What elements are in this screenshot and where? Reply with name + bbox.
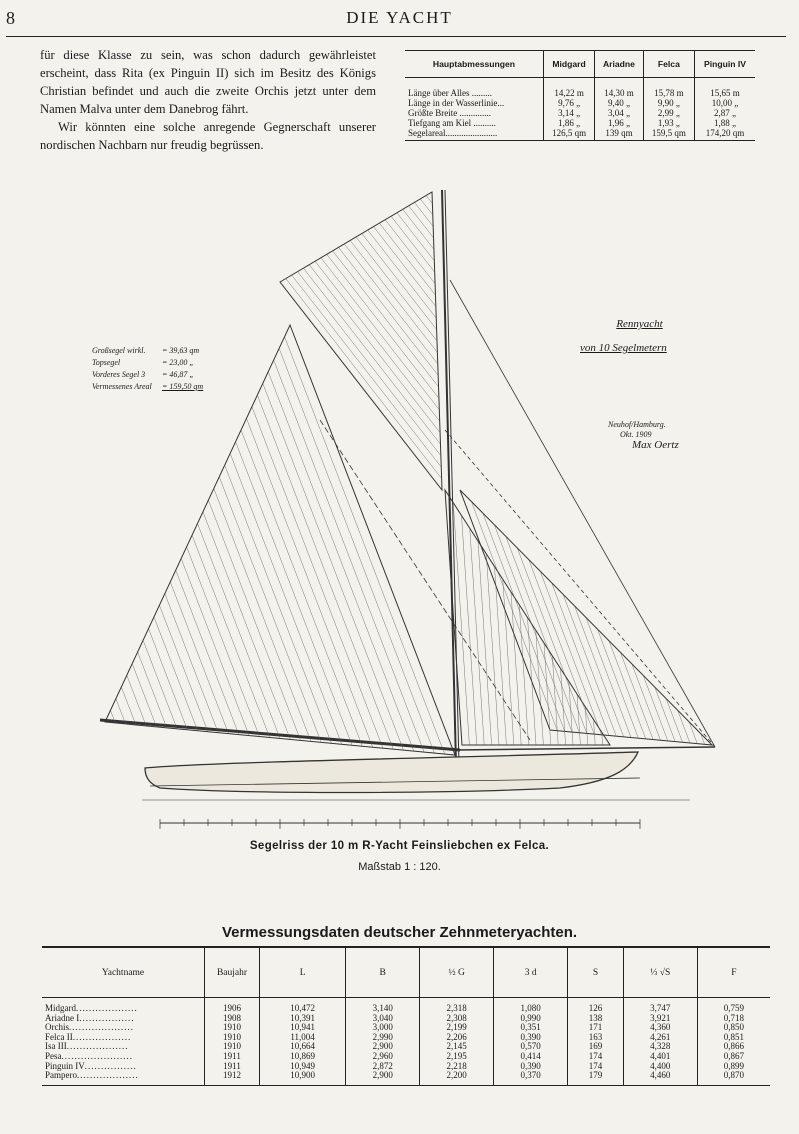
yacht-name: Felca II [45, 1031, 73, 1042]
sail-seam [666, 699, 682, 743]
measurement-cell: 0,990 [494, 1014, 568, 1024]
dimension-value: 15,78 m [643, 78, 694, 99]
measurement-cell: 10,472 [260, 998, 346, 1014]
sail-seam [503, 579, 514, 745]
sail-seam [486, 554, 499, 745]
sail-seam [471, 502, 557, 731]
measurement-cell: 2,960 [346, 1052, 420, 1062]
sail-seam [159, 605, 208, 731]
sail-seam [350, 240, 437, 352]
measurement-cell: 174 [568, 1062, 624, 1072]
sail-seam [403, 209, 434, 249]
measurement-cell: 1911 [205, 1062, 260, 1072]
sail-seam [321, 258, 439, 410]
measurement-cell: 10,869 [260, 1052, 346, 1062]
sail-seam [470, 528, 484, 745]
leader-dots: ...................... [61, 1050, 133, 1061]
measurement-cell: 1910 [205, 1033, 260, 1043]
figure-scale: Maßstab 1 : 120. [358, 861, 441, 873]
topsail [280, 192, 442, 490]
drawing-title-line2: von 10 Segelmetern [580, 342, 667, 354]
measurement-cell: 0,850 [697, 1023, 770, 1033]
header-l: L [260, 947, 346, 998]
measurement-cell: 2,206 [420, 1033, 494, 1043]
note-row: Vorderes Segel 3 = 46,87 „ [92, 370, 194, 379]
measurement-cell: 2,872 [346, 1062, 420, 1072]
note-row: Großsegel wirkl. = 39,63 qm [92, 346, 200, 355]
header-half-g: ½ G [420, 947, 494, 998]
yacht-name: Midgard [45, 1003, 76, 1013]
measurement-cell: 3,747 [623, 998, 697, 1014]
note-row: Topsegel = 23,00 „ [92, 358, 194, 367]
measurement-cell: 4,460 [623, 1071, 697, 1085]
sail-seam [620, 652, 653, 739]
dimension-value: 14,22 m [544, 78, 595, 99]
header-rule [6, 36, 786, 37]
header-b: B [346, 947, 420, 998]
header-yachtname: Yachtname [42, 947, 205, 998]
sail-seam [149, 629, 188, 730]
dimension-value: 3,04 „ [595, 108, 644, 118]
measurement-cell: 3,000 [346, 1023, 420, 1033]
measurement-cell: 4,401 [623, 1052, 697, 1062]
measurement-cell: 10,900 [260, 1071, 346, 1085]
measurement-cell: 0,390 [494, 1062, 568, 1072]
measurement-cell: 10,941 [260, 1023, 346, 1033]
sail-seam [203, 512, 290, 740]
sail-seam [561, 669, 566, 746]
dimensions-row [405, 128, 755, 141]
measurement-cell: 0,370 [494, 1071, 568, 1085]
sail-seam [544, 643, 551, 745]
leader-dots: ................... [76, 1003, 138, 1013]
sail-seam [643, 675, 668, 740]
figure-caption: Segelriss der 10 m R-Yacht Feinsliebchen ex Felca. [249, 840, 550, 852]
sail-seam [315, 261, 440, 421]
note-row: Vermessenes Areal = 159,50 qm [92, 382, 204, 391]
measurement-cell: 0,867 [697, 1052, 770, 1062]
page-number: 8 [6, 8, 15, 28]
header-s: S [568, 947, 624, 998]
leader-dots: ................... [77, 1070, 139, 1081]
sail-seam [374, 227, 436, 307]
measurement-cell: 0,414 [494, 1052, 568, 1062]
yacht-name: Pesa [45, 1050, 62, 1061]
sail-seam [274, 360, 424, 752]
dimensions-row [405, 108, 755, 118]
dimensions-row [405, 98, 755, 108]
sail-seam [181, 559, 249, 736]
sail-seam [286, 279, 442, 479]
measurement-cell: 3,040 [346, 1014, 420, 1024]
sail-seam [333, 251, 439, 387]
leader-dots: ................... [66, 1041, 129, 1052]
sail-seam [577, 694, 580, 745]
sail-seam [138, 652, 167, 728]
measurement-cell: 2,200 [420, 1071, 494, 1085]
sail-seam [536, 630, 544, 745]
sail-seam [391, 216, 435, 272]
sail-seam [208, 500, 300, 740]
measurement-cell: 0,899 [697, 1062, 770, 1072]
bowsprit [455, 747, 715, 750]
sail-seam [426, 195, 432, 203]
measurement-header-row [42, 947, 770, 998]
dimension-value: 139 qm [595, 128, 644, 141]
sail-seam [132, 664, 156, 727]
sail-seam [344, 244, 437, 364]
dim-header-pinguin: Pinguin IV [694, 51, 755, 78]
sail-seam [478, 541, 492, 745]
table-row [42, 1071, 770, 1085]
sail-seam [298, 272, 441, 456]
measurement-cell: 0,570 [494, 1042, 568, 1052]
dim-header-ariadne: Ariadne [595, 51, 644, 78]
measurement-cell: 2,990 [346, 1033, 420, 1043]
hull [145, 752, 638, 793]
sail-seam [575, 606, 624, 737]
drawing-title-line1: Rennyacht [616, 318, 663, 330]
measurement-table [42, 946, 770, 1086]
sail-seam [609, 641, 646, 739]
sail-seam [198, 524, 281, 739]
sail-seam [143, 640, 177, 729]
measurement-cell: 10,949 [260, 1062, 346, 1072]
header-f: F [697, 947, 770, 998]
yacht-name: Isa III [45, 1041, 67, 1052]
sail-seam [246, 418, 372, 747]
sail-seam [214, 488, 311, 741]
sail-seam [594, 720, 596, 746]
measurement-cell: 11,004 [260, 1033, 346, 1043]
sail-seam [285, 337, 445, 754]
sail-seam [356, 237, 437, 341]
measurement-cell: 3,140 [346, 998, 420, 1014]
measurement-cell: 169 [568, 1042, 624, 1052]
sail-plan-drawing [90, 190, 730, 835]
measurement-cell: 2,900 [346, 1042, 420, 1052]
dimension-label: Größte Breite .............. [408, 108, 491, 118]
dimension-value: 2,87 „ [694, 108, 755, 118]
mast [442, 190, 456, 765]
dimension-value: 1,88 „ [694, 118, 755, 128]
dimension-value: 15,65 m [694, 78, 755, 99]
sail-seam [368, 230, 437, 318]
dimension-label: Segelareal....................... [405, 128, 544, 141]
table-row [42, 998, 770, 1014]
sail-seam [165, 594, 218, 733]
dimension-value: 9,40 „ [595, 98, 644, 108]
dimension-value: 3,14 „ [544, 108, 595, 118]
measurement-cell: 0,866 [697, 1042, 770, 1052]
measurement-cell: 4,360 [623, 1023, 697, 1033]
measurement-cell: 171 [568, 1023, 624, 1033]
leader-dots: .................. [72, 1031, 132, 1042]
intro-paragraph-1: für diese Klasse zu sein, was schon dadurch gewährleistet erscheint, dass Rita (ex Pinguin II) sich im Besitz des Königs Christian befindet und auch die zweite Orchis jetzt unter dem Namen Malva unter dem Danebrog fährt. [40, 48, 376, 116]
leader-dots: ................ [84, 1060, 137, 1071]
dimension-value: 9,76 „ [544, 98, 595, 108]
sail-seam [414, 202, 433, 226]
sail-seam [127, 675, 146, 726]
sail-seam [529, 560, 594, 735]
measurement-cell: 2,308 [420, 1014, 494, 1024]
leader-dots: .................... [69, 1022, 134, 1033]
measurement-cell: 2,318 [420, 998, 494, 1014]
sail-seam [121, 687, 136, 725]
sail-seam [462, 516, 477, 746]
yacht-name: Orchis [45, 1022, 69, 1033]
sail-seam [511, 592, 521, 745]
table-title: Vermessungsdaten deutscher Zehnmeteryachten. [221, 924, 578, 941]
dimension-value: 2,99 „ [643, 108, 694, 118]
header-baujahr: Baujahr [205, 947, 260, 998]
sail-seam [528, 618, 537, 746]
sail-seam [225, 465, 332, 743]
dimension-value: 1,93 „ [643, 118, 694, 128]
sail-seam [309, 265, 440, 433]
measurement-cell: 179 [568, 1071, 624, 1085]
sail-seam [495, 567, 507, 746]
dimension-value: 1,96 „ [595, 118, 644, 128]
designer-signature: Neuhof/Hamburg. Okt. 1909 Max Oertz [608, 420, 679, 451]
yacht-name: Ariadne I [45, 1012, 80, 1023]
dimension-value: 14,30 m [595, 78, 644, 99]
sail-seam [219, 477, 321, 743]
dimension-value: 1,86 „ [544, 118, 595, 128]
yacht-name-cell [42, 998, 205, 1014]
sail-seam [397, 213, 434, 261]
sail-seam [230, 453, 342, 744]
sail-seam [257, 395, 393, 749]
measurement-cell: 174 [568, 1052, 624, 1062]
sail-seam [517, 548, 587, 733]
sail-seam [379, 223, 435, 295]
sail-seam [236, 442, 352, 746]
sail-seam [385, 220, 435, 284]
measurement-cell: 0,870 [697, 1071, 770, 1085]
sail-seam [170, 582, 228, 734]
dimension-value: 9,90 „ [643, 98, 694, 108]
drawing-title [580, 318, 667, 354]
measurement-cell: 126 [568, 998, 624, 1014]
measurement-cell: 4,261 [623, 1033, 697, 1043]
measurement-cell: 1910 [205, 1023, 260, 1033]
intro-paragraph-2: Wir könnten eine solche anregende Gegnerschaft unserer nordischen Nachbarn nur freudig begrüssen. [40, 120, 376, 152]
dimensions-table [405, 50, 755, 141]
sail-seam [241, 430, 362, 746]
measurement-cell: 0,851 [697, 1033, 770, 1043]
sail-seam [632, 664, 661, 740]
sail-seam [192, 535, 270, 737]
dimension-value: 174,20 qm [694, 128, 755, 141]
dimension-value: 10,00 „ [694, 98, 755, 108]
dimensions-row [405, 118, 755, 128]
sail-area-notes [92, 345, 214, 393]
sail-seam [292, 275, 442, 467]
measurement-cell: 4,328 [623, 1042, 697, 1052]
dimensions-header-row [405, 51, 755, 78]
sail-seam [303, 268, 440, 444]
running-title: DIE YACHT [346, 8, 453, 27]
measurement-cell: 2,900 [346, 1071, 420, 1085]
dimensions-row [405, 78, 755, 99]
sail-seam [585, 707, 588, 745]
measurement-cell: 1912 [205, 1071, 260, 1085]
sail-seam [586, 618, 631, 738]
dimension-label: Tiefgang am Kiel .......... [408, 118, 496, 128]
measurement-cell: 1911 [205, 1052, 260, 1062]
sail-seam [362, 234, 437, 330]
measurement-cell: 2,218 [420, 1062, 494, 1072]
yacht-name: Pinguin IV [45, 1060, 85, 1071]
sail-seam [338, 247, 438, 375]
measurement-cell: 0,351 [494, 1023, 568, 1033]
sail-seam [327, 254, 439, 398]
sail-seam [506, 536, 580, 732]
measurement-cell: 2,195 [420, 1052, 494, 1062]
measurement-cell: 10,664 [260, 1042, 346, 1052]
dimension-value: 126,5 qm [544, 128, 595, 141]
sail-seam [279, 348, 434, 753]
dimension-label: Länge in der Wasserlinie... [408, 98, 505, 108]
measurement-cell: 2,199 [420, 1023, 494, 1033]
measurement-cell: 2,145 [420, 1042, 494, 1052]
header-3d: 3 d [494, 947, 568, 998]
sail-seam [268, 372, 414, 751]
sail-seam [519, 605, 528, 745]
measurement-cell: 10,391 [260, 1014, 346, 1024]
measurement-cell: 163 [568, 1033, 624, 1043]
measurement-cell: 138 [568, 1014, 624, 1024]
measurement-cell: 1,080 [494, 998, 568, 1014]
measurement-cell: 3,921 [623, 1014, 697, 1024]
measurement-cell: 0,759 [697, 998, 770, 1014]
sail-seam [552, 583, 609, 736]
yacht-name: Pampero [45, 1070, 77, 1081]
measurement-cell: 1910 [205, 1042, 260, 1052]
measurement-cell: 0,718 [697, 1014, 770, 1024]
sail-seam [154, 617, 198, 731]
dimension-value: 159,5 qm [643, 128, 694, 141]
dim-header-midgard: Midgard [544, 51, 595, 78]
boom [100, 720, 460, 750]
measurement-cell: 0,390 [494, 1033, 568, 1043]
sail-seam [252, 407, 383, 748]
dim-header-label: Hauptabmessungen [405, 51, 544, 78]
measurement-cell: 1906 [205, 998, 260, 1014]
sail-seam [187, 547, 260, 737]
sail-seam [176, 570, 239, 734]
header-third-root-s: ⅓ √S [623, 947, 697, 998]
dim-header-felca: Felca [643, 51, 694, 78]
measurement-cell: 1908 [205, 1014, 260, 1024]
dimension-label: Länge über Alles ......... [408, 88, 492, 98]
leader-dots: ................. [79, 1012, 135, 1023]
yacht-name-cell [42, 1071, 205, 1085]
measurement-cell: 4,400 [623, 1062, 697, 1072]
intro-text [40, 46, 376, 154]
